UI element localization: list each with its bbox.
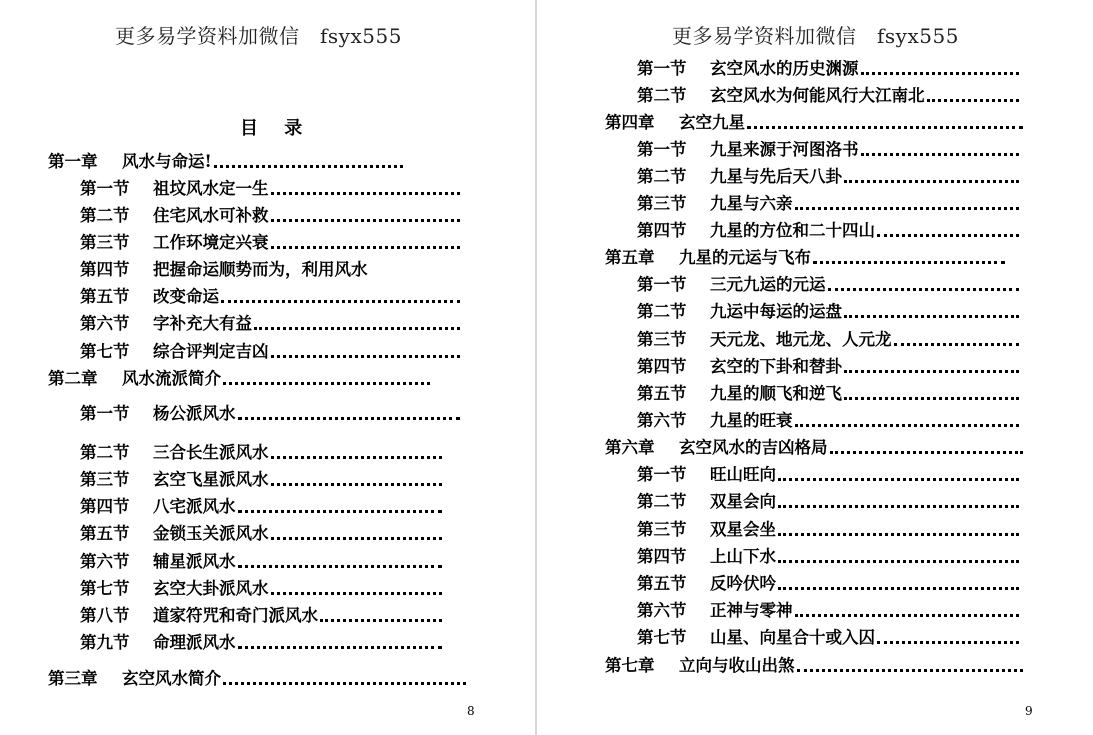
dot-leader xyxy=(271,219,461,222)
toc-entry[interactable] xyxy=(605,654,1023,678)
entry-title: 玄空风水的吉凶格局 xyxy=(679,438,828,457)
entry-title: 风水流派简介 xyxy=(122,369,221,388)
dot-leader xyxy=(778,533,1019,536)
toc-entry[interactable] xyxy=(637,518,1019,542)
toc-entry[interactable] xyxy=(637,463,1019,487)
dot-leader xyxy=(844,315,1019,318)
dot-leader xyxy=(221,300,460,303)
toc-entry[interactable] xyxy=(637,355,1019,379)
dot-leader xyxy=(927,99,1020,102)
entry-title: 玄空风水的历史渊源 xyxy=(710,59,859,78)
toc-entry[interactable] xyxy=(637,192,1019,216)
entry-title: 三元九运的元运 xyxy=(710,275,826,294)
toc-entry[interactable] xyxy=(637,328,1019,352)
entry-number: 第五节 xyxy=(80,287,130,306)
entry-number: 第四节 xyxy=(637,547,687,566)
entry-number: 第三节 xyxy=(637,330,687,349)
entry-title: 工作环境定兴衰 xyxy=(153,233,269,252)
entry-title: 辅星派风水 xyxy=(153,552,236,571)
toc-entry[interactable] xyxy=(637,409,1019,433)
page-number: 8 xyxy=(467,704,475,718)
dot-leader xyxy=(271,537,443,540)
toc-entry[interactable] xyxy=(605,111,1023,135)
toc-entry[interactable] xyxy=(637,490,1019,514)
dot-leader xyxy=(861,72,1020,75)
toc-entry[interactable] xyxy=(80,258,460,282)
dot-leader xyxy=(223,682,466,685)
dot-leader xyxy=(844,370,1019,373)
entry-title: 玄空飞星派风水 xyxy=(153,470,269,489)
entry-title: 立向与收山出煞 xyxy=(679,656,795,675)
entry-title: 山星、向星合十或入囚 xyxy=(710,628,875,647)
entry-title: 道家符咒和奇门派风水 xyxy=(153,606,318,625)
toc-entry[interactable] xyxy=(80,340,460,364)
toc-title: 目 录 xyxy=(240,118,313,139)
dot-leader xyxy=(830,451,1024,454)
toc-entry[interactable] xyxy=(637,165,1019,189)
entry-number: 第六章 xyxy=(605,438,655,457)
entry-title: 玄空大卦派风水 xyxy=(153,579,269,598)
entry-number: 第一节 xyxy=(637,140,687,159)
entry-title: 双星会向 xyxy=(710,492,776,511)
toc-entry[interactable] xyxy=(80,312,460,336)
entry-title: 玄空九星 xyxy=(679,113,745,132)
dot-leader xyxy=(795,424,1020,427)
entry-number: 第六节 xyxy=(80,314,130,333)
dot-leader xyxy=(778,587,1019,590)
entry-title: 玄空风水简介 xyxy=(122,669,221,688)
dot-leader xyxy=(238,510,443,513)
entry-title: 九星来源于河图洛书 xyxy=(710,140,859,159)
entry-number: 第一节 xyxy=(637,59,687,78)
page-number: 9 xyxy=(1025,704,1033,718)
toc-entry[interactable] xyxy=(80,550,442,574)
dot-leader xyxy=(844,397,1019,400)
entry-number: 第七节 xyxy=(80,579,130,598)
entry-number: 第一节 xyxy=(637,275,687,294)
entry-number: 第五节 xyxy=(80,524,130,543)
dot-leader xyxy=(861,153,1020,156)
entry-number: 第五章 xyxy=(605,248,655,267)
toc-entry[interactable] xyxy=(80,604,442,628)
toc-entry[interactable] xyxy=(637,300,1019,324)
entry-number: 第三章 xyxy=(48,669,98,688)
toc-entry[interactable] xyxy=(80,204,460,228)
entry-title: 住宅风水可补救 xyxy=(153,206,269,225)
entry-number: 第四节 xyxy=(80,497,130,516)
entry-number: 第二节 xyxy=(80,206,130,225)
dot-leader xyxy=(271,355,461,358)
entry-title: 天元龙、地元龙、人元龙 xyxy=(710,330,892,349)
entry-number: 第三节 xyxy=(637,194,687,213)
toc-entry[interactable] xyxy=(48,150,403,174)
entry-title: 玄空风水为何能风行大江南北 xyxy=(710,86,925,105)
toc-entry[interactable] xyxy=(48,667,466,691)
dot-leader xyxy=(778,505,1019,508)
entry-number: 第二节 xyxy=(637,492,687,511)
dot-leader xyxy=(214,165,403,168)
toc-entry[interactable] xyxy=(605,246,1005,270)
entry-title: 九星的方位和二十四山 xyxy=(710,221,875,240)
entry-number: 第六节 xyxy=(637,601,687,620)
entry-title: 玄空的下卦和替卦 xyxy=(710,357,842,376)
entry-number: 第一节 xyxy=(80,179,130,198)
dot-leader xyxy=(223,382,430,385)
entry-title: 上山下水 xyxy=(710,547,776,566)
entry-title: 三合长生派风水 xyxy=(153,443,269,462)
toc-entry[interactable] xyxy=(80,402,460,426)
dot-leader xyxy=(828,288,1020,291)
entry-number: 第四节 xyxy=(80,260,130,279)
page-header: 更多易学资料加微信 fsyx555 xyxy=(115,24,402,48)
entry-number: 第七节 xyxy=(637,628,687,647)
entry-number: 第三节 xyxy=(80,470,130,489)
entry-number: 第六节 xyxy=(637,411,687,430)
entry-title: 反吟伏吟 xyxy=(710,574,776,593)
entry-number: 第三节 xyxy=(637,520,687,539)
dot-leader xyxy=(797,669,1024,672)
toc-entry[interactable] xyxy=(637,599,1019,623)
dot-leader xyxy=(894,343,1020,346)
entry-title: 八宅派风水 xyxy=(153,497,236,516)
entry-number: 第四节 xyxy=(637,357,687,376)
page-header: 更多易学资料加微信 fsyx555 xyxy=(672,24,959,48)
toc-entry[interactable] xyxy=(80,577,442,601)
entry-title: 九星的元运与飞布 xyxy=(679,248,811,267)
dot-leader xyxy=(271,192,461,195)
right-page xyxy=(537,0,1093,735)
entry-number: 第三节 xyxy=(80,233,130,252)
entry-title: 九星的旺衰 xyxy=(710,411,793,430)
dot-leader xyxy=(271,483,443,486)
entry-number: 第六节 xyxy=(80,552,130,571)
toc-entry[interactable] xyxy=(637,626,1019,650)
entry-title: 九星的顺飞和逆飞 xyxy=(710,384,842,403)
dot-leader xyxy=(747,126,1023,129)
toc-entry[interactable] xyxy=(48,367,430,391)
toc-entry[interactable] xyxy=(637,138,1019,162)
dot-leader xyxy=(877,234,1019,237)
entry-title: 字补充大有益 xyxy=(153,314,252,333)
dot-leader xyxy=(320,619,442,622)
toc-entry[interactable] xyxy=(637,572,1019,596)
toc-entry[interactable] xyxy=(637,545,1019,569)
toc-entry[interactable] xyxy=(637,273,1019,297)
dot-leader xyxy=(778,478,1019,481)
entry-number: 第四章 xyxy=(605,113,655,132)
toc-entry[interactable] xyxy=(637,84,1019,108)
entry-number: 第七节 xyxy=(80,342,130,361)
left-page xyxy=(0,0,535,735)
entry-title: 综合评判定吉凶 xyxy=(153,342,269,361)
dot-leader xyxy=(813,261,1005,264)
entry-number: 第二节 xyxy=(637,167,687,186)
toc-entry[interactable] xyxy=(637,382,1019,406)
toc-entry[interactable] xyxy=(80,285,460,309)
dot-leader xyxy=(795,614,1020,617)
toc-entry[interactable] xyxy=(80,177,460,201)
entry-title: 九星与六亲 xyxy=(710,194,793,213)
entry-title: 旺山旺向 xyxy=(710,465,776,484)
entry-title: 正神与零神 xyxy=(710,601,793,620)
dot-leader xyxy=(238,646,443,649)
dot-leader xyxy=(254,327,460,330)
entry-title: 把握命运顺势而为，利用风水 xyxy=(153,260,368,279)
entry-title: 祖坟风水定一生 xyxy=(153,179,269,198)
toc-entry[interactable] xyxy=(637,219,1019,243)
entry-title: 命理派风水 xyxy=(153,633,236,652)
toc-entry[interactable] xyxy=(80,631,442,655)
dot-leader xyxy=(271,592,443,595)
entry-title: 风水与命运! xyxy=(122,152,212,171)
toc-entry[interactable] xyxy=(80,468,442,492)
toc-entry[interactable] xyxy=(80,495,442,519)
dot-leader xyxy=(778,560,1019,563)
entry-title: 九运中每运的运盘 xyxy=(710,302,842,321)
entry-number: 第九节 xyxy=(80,633,130,652)
entry-number: 第七章 xyxy=(605,656,655,675)
toc-entry[interactable] xyxy=(80,522,442,546)
entry-title: 九星与先后天八卦 xyxy=(710,167,842,186)
entry-title: 金锁玉关派风水 xyxy=(153,524,269,543)
entry-number: 第一节 xyxy=(80,404,130,423)
entry-title: 双星会坐 xyxy=(710,520,776,539)
entry-title: 杨公派风水 xyxy=(153,404,236,423)
entry-title: 改变命运 xyxy=(153,287,219,306)
entry-number: 第八节 xyxy=(80,606,130,625)
entry-number: 第五节 xyxy=(637,574,687,593)
toc-entry[interactable] xyxy=(605,436,1023,460)
dot-leader xyxy=(238,565,443,568)
dot-leader xyxy=(877,641,1019,644)
toc-entry[interactable] xyxy=(80,441,442,465)
dot-leader xyxy=(844,180,1019,183)
entry-number: 第二节 xyxy=(80,443,130,462)
toc-entry[interactable] xyxy=(80,231,460,255)
entry-number: 第二节 xyxy=(637,86,687,105)
toc-entry[interactable] xyxy=(637,57,1019,81)
entry-number: 第一节 xyxy=(637,465,687,484)
dot-leader xyxy=(795,207,1020,210)
entry-number: 第四节 xyxy=(637,221,687,240)
entry-number: 第五节 xyxy=(637,384,687,403)
entry-number: 第二章 xyxy=(48,369,98,388)
dot-leader xyxy=(238,417,461,420)
dot-leader xyxy=(271,246,461,249)
entry-number: 第一章 xyxy=(48,152,98,171)
entry-number: 第二节 xyxy=(637,302,687,321)
dot-leader xyxy=(271,456,443,459)
